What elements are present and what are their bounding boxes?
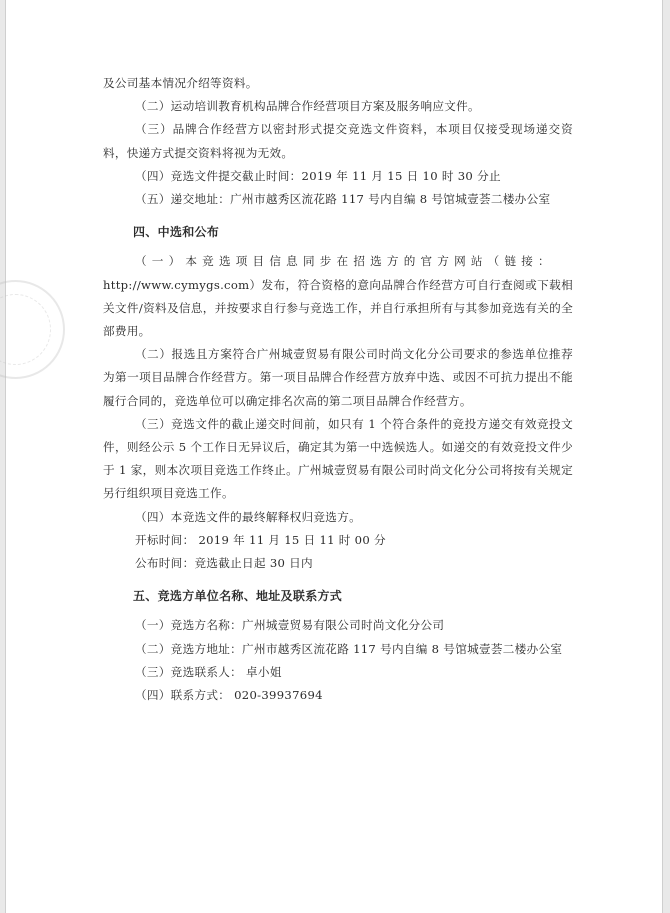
paragraph-p5: （五）递交地址：广州市越秀区流花路 117 号内自编 8 号馆城壹荟二楼办公室 <box>135 192 551 207</box>
paragraph-p1: 及公司基本情况介绍等资料。 <box>103 76 258 90</box>
section-heading-4: 四、中选和公布 <box>133 225 220 240</box>
publish-time: 公布时间：竞选截止日起 30 日内 <box>135 556 313 571</box>
paragraph-p2: （二）运动培训教育机构品牌合作经营项目方案及服务响应文件。 <box>135 99 480 114</box>
paragraph-p12: （一）竞选方名称：广州城壹贸易有限公司时尚文化分公司 <box>135 618 445 633</box>
paragraph-p7: （二）报选且方案符合广州城壹贸易有限公司时尚文化分公司要求的参选单位推荐为第一项目品牌合作经营方。第一项目品牌合作经营方放弃中选、或因不可抗力提出不能履行合同的，竞选单位可以确定排名次高的第二项目品牌合作经营方。 <box>103 347 573 408</box>
opening-time: 开标时间： 2019 年 11 月 15 日 11 时 00 分 <box>135 532 386 547</box>
paragraph-p6: （一）本竞选项目信息同步在招选方的官方网站（链接： <box>135 254 555 269</box>
faded-seal-stamp <box>0 280 65 379</box>
contact-phone: （四）联系方式： 020-39937694 <box>135 688 323 703</box>
paragraph-p8: （三）竞选文件的截止递交时间前，如只有 1 个符合条件的竞投方递交有效竞投文件，则经公示 5 个工作日无异议后，确定其为第一中选候选人。如递交的有效竞投文件少于 1 家，则本次项目竞选工作终止。广州城壹贸易有限公司时尚文化分公司将按有关规定另行组织项目竞选工作。 <box>103 416 573 501</box>
paragraph-p6b: http://www.cymygs.com）发布，符合资格的意向品牌合作经营方可自行查阅或下载相关文件/资料及信息，并按要求自行参与竞选工作，并自行承担所有与其参加竞选有关的全部费用。 <box>103 277 573 339</box>
paragraph-p4: （四）竞选文件提交截止时间：2019 年 11 月 15 日 10 时 30 分止 <box>135 168 501 183</box>
contact-person: （三）竞选联系人： 卓小姐 <box>135 664 282 679</box>
paragraph-p9: （四）本竞选文件的最终解释权归竞选方。 <box>135 509 361 524</box>
document-page <box>5 0 663 913</box>
section-heading-5: 五、竞选方单位名称、地址及联系方式 <box>133 589 343 604</box>
document-body <box>103 72 573 707</box>
paragraph-p13: （二）竞选方地址：广州市越秀区流花路 117 号内自编 8 号馆城壹荟二楼办公室 <box>135 641 563 656</box>
paragraph-p3: （三）品牌合作经营方以密封形式提交竞选文件资料，本项目仅接受现场递交资料，快递方式提交资料将视为无效。 <box>103 122 573 160</box>
